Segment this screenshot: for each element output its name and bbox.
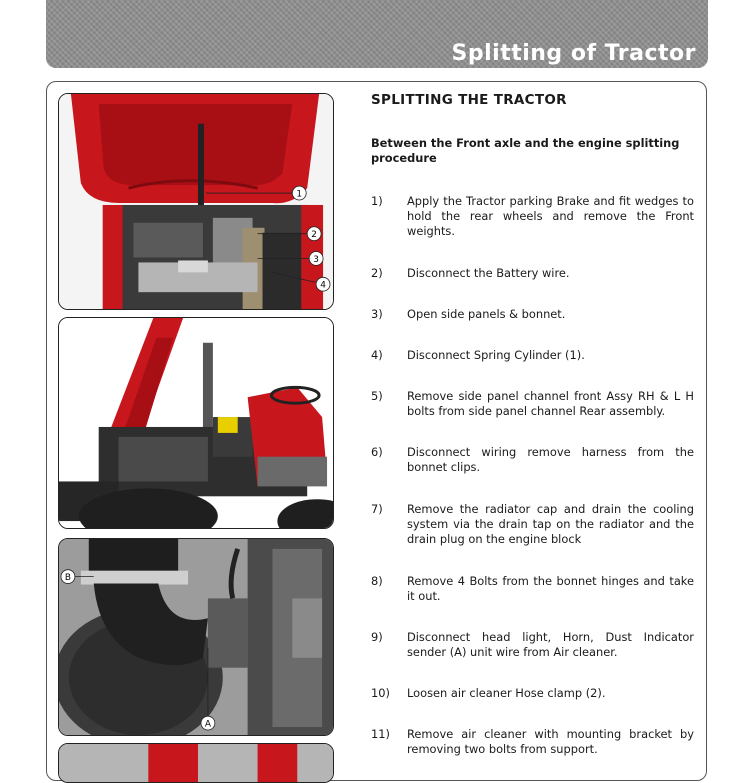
step-number: 8) (371, 574, 383, 588)
step-text: Remove the radiator cap and drain the cooling system via the drain tap on the radiator and the drain plug on the engine block (407, 502, 694, 546)
step-item (371, 574, 694, 604)
step-item (371, 389, 694, 419)
callout-2: 2 (311, 230, 317, 241)
step-text: Loosen air cleaner Hose clamp (2). (407, 686, 606, 700)
step-number: 3) (371, 307, 383, 321)
step-text: Disconnect Spring Cylinder (1). (407, 348, 585, 362)
callout-b: B (64, 573, 72, 584)
photo-side-view (58, 317, 334, 529)
callout-4: 4 (320, 280, 326, 291)
callout-a: A (204, 719, 211, 730)
step-text: Remove side panel channel front Assy RH & L H bolts from side panel channel Rear assembly. (407, 389, 694, 418)
section-heading: SPLITTING THE TRACTOR (371, 92, 567, 108)
step-text: Remove air cleaner with mounting bracket by removing two bolts from support. (407, 727, 694, 756)
step-number: 9) (371, 630, 383, 644)
step-text: Apply the Tractor parking Brake and fit wedges to hold the rear wheels and remove the Front weights. (407, 194, 694, 238)
step-text: Remove 4 Bolts from the bonnet hinges and take it out. (407, 574, 694, 603)
section-subheading: Between the Front axle and the engine splitting procedure (371, 136, 680, 165)
step-item (371, 502, 694, 547)
step-item (371, 194, 694, 239)
step-item (371, 307, 694, 322)
step-number: 5) (371, 389, 383, 403)
header-band (46, 0, 708, 68)
step-item (371, 266, 694, 281)
callout-3: 3 (313, 254, 319, 265)
step-text: Open side panels & bonnet. (407, 307, 566, 321)
step-text: Disconnect head light, Horn, Dust Indicator sender (A) unit wire from Air cleaner. (407, 630, 694, 659)
photo-engine-bay (58, 93, 334, 310)
step-text: Disconnect wiring remove harness from the bonnet clips. (407, 445, 694, 474)
step-number: 2) (371, 266, 383, 280)
photo-bottom-partial (58, 743, 334, 783)
step-number: 1) (371, 194, 383, 208)
callout-1: 1 (296, 189, 303, 200)
step-item (371, 348, 694, 363)
step-text: Disconnect the Battery wire. (407, 266, 570, 280)
procedure-text (371, 92, 694, 757)
step-number: 4) (371, 348, 383, 362)
step-number: 11) (371, 727, 390, 741)
step-number: 10) (371, 686, 390, 700)
step-item (371, 445, 694, 475)
step-item (371, 686, 694, 701)
step-number: 6) (371, 445, 383, 459)
step-item (371, 727, 694, 757)
step-number: 7) (371, 502, 383, 516)
photo-air-cleaner (58, 538, 334, 736)
step-item (371, 630, 694, 660)
page-title: Splitting of Tractor (451, 41, 696, 66)
